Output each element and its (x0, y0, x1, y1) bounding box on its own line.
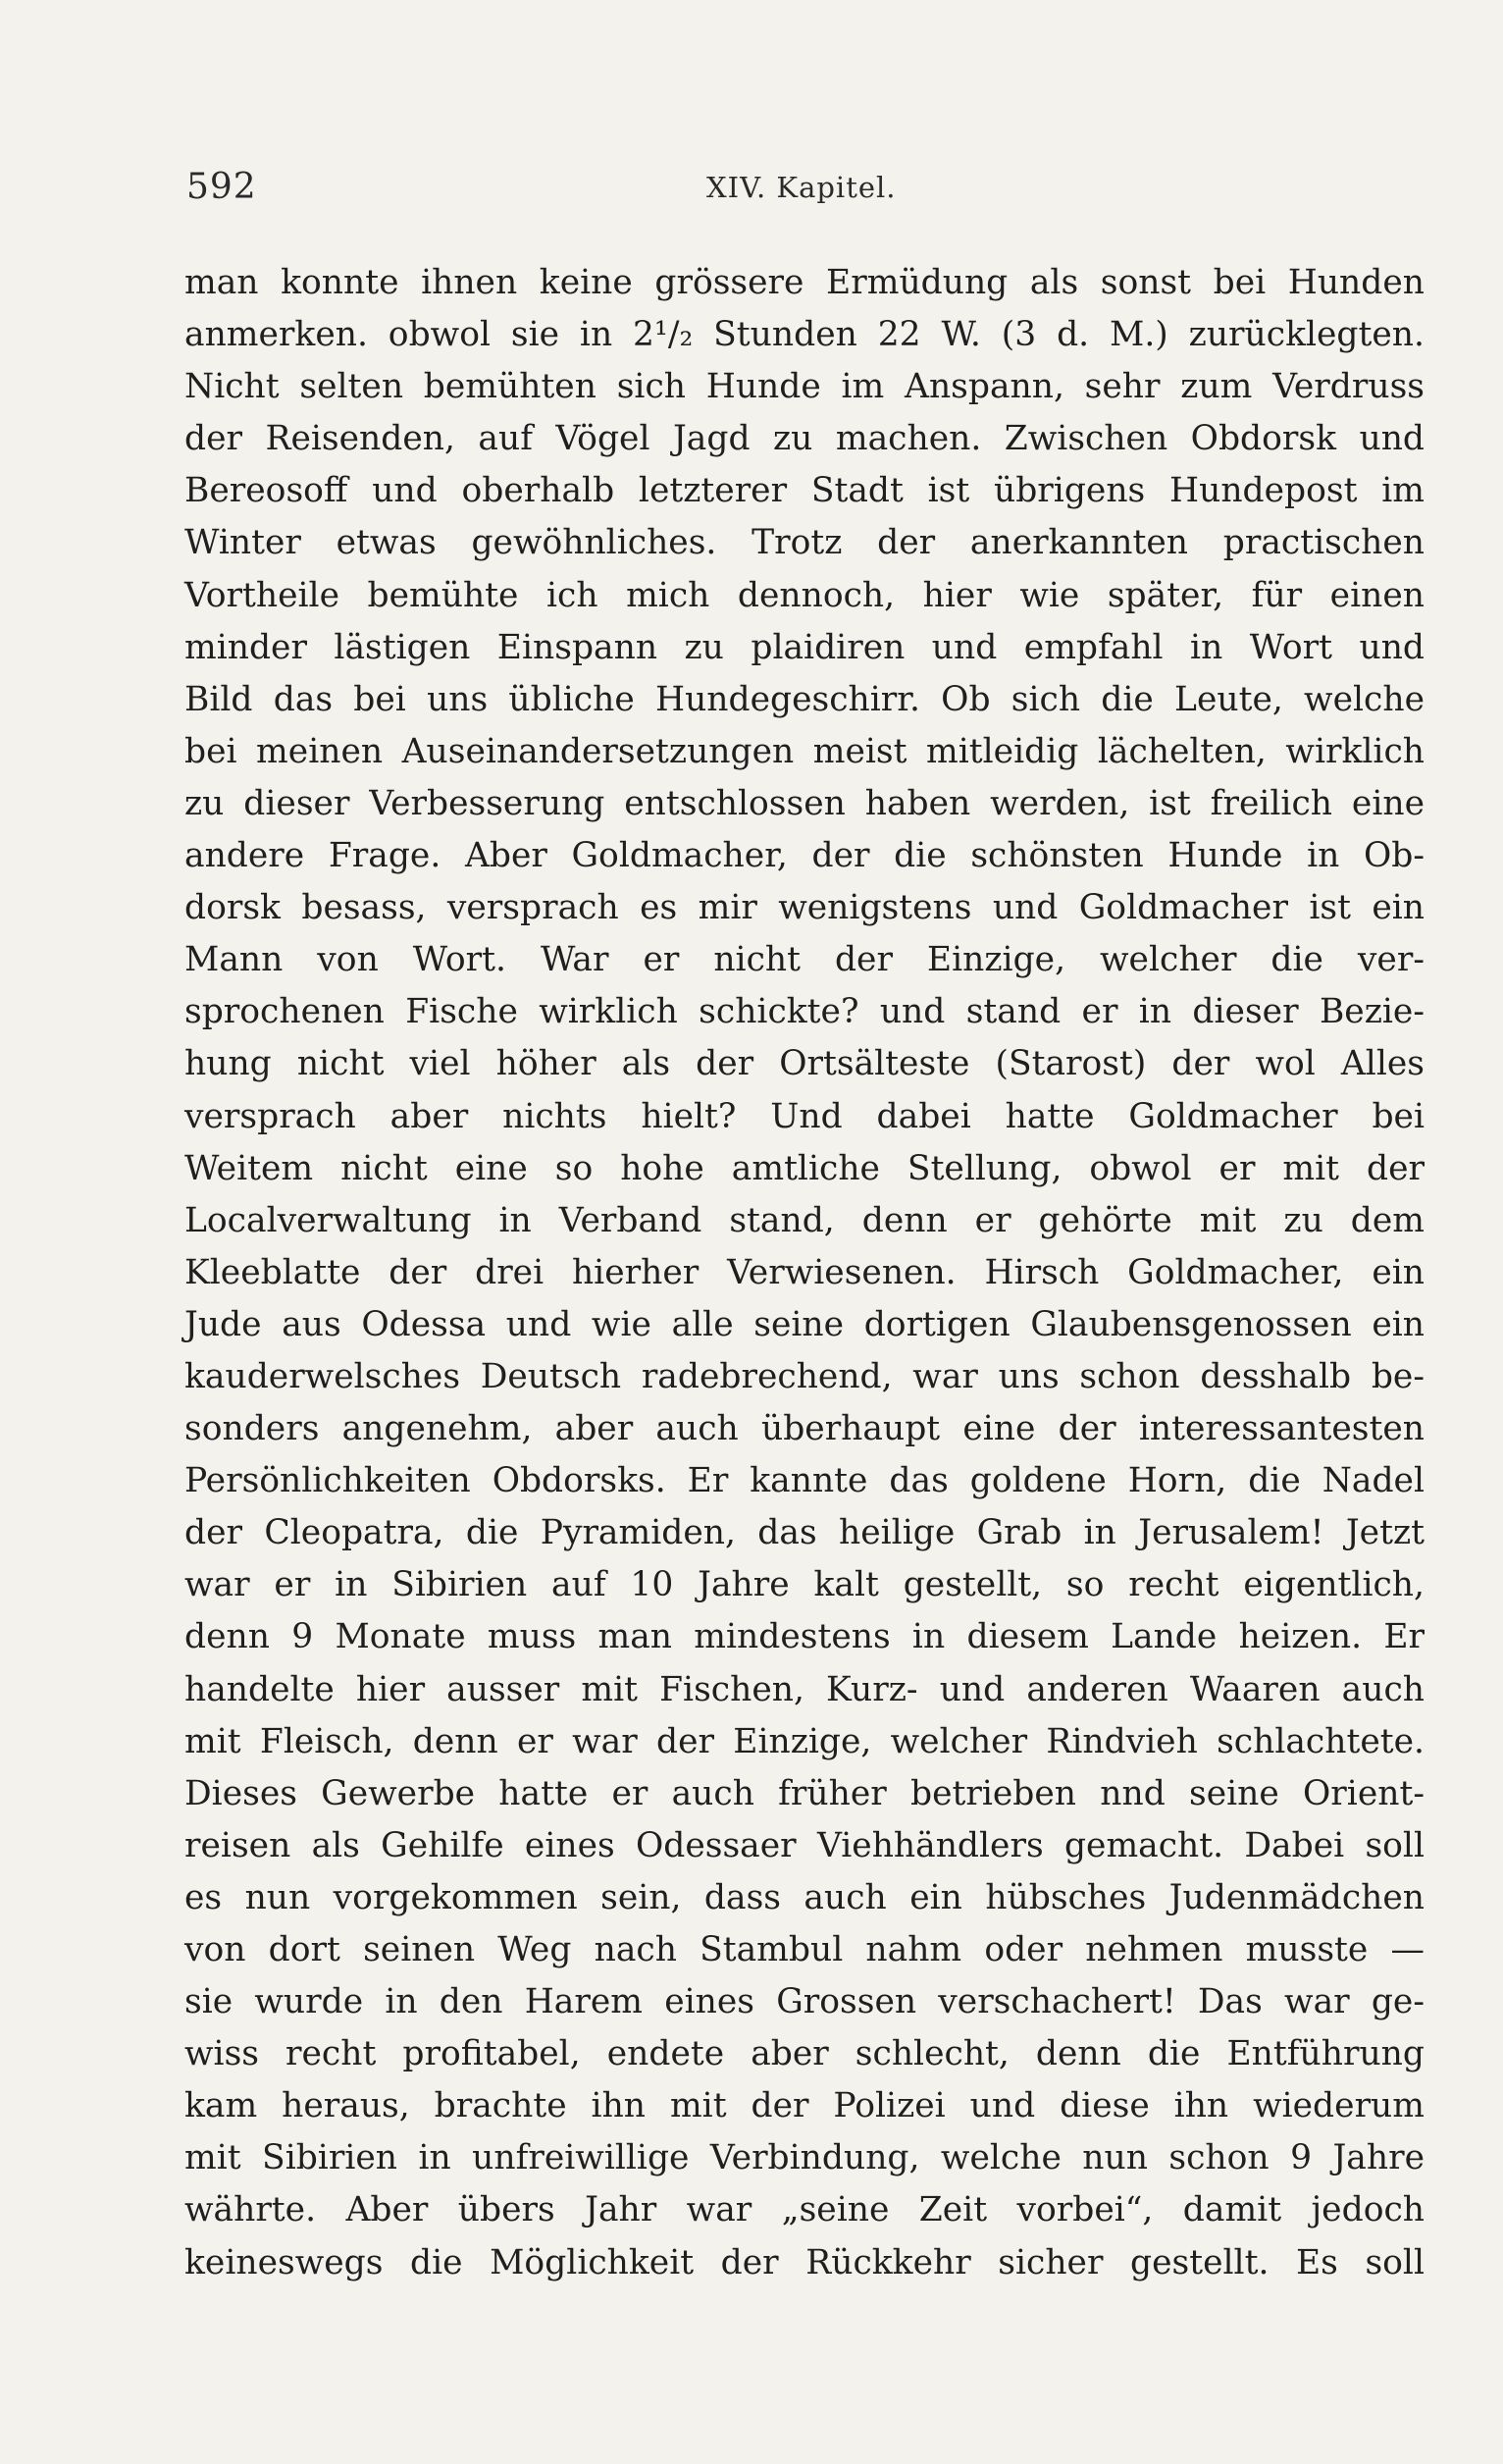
text-line: anmerken. obwol sie in 2¹/₂ Stunden 22 W. (3 d. M.) zurücklegten. (184, 315, 1425, 355)
text-line: keineswegs die Möglichkeit der Rückkehr sicher gestellt. Es soll (184, 2242, 1425, 2282)
text-line: Nicht selten bemühten sich Hunde im Anspann, sehr zum Verdruss (184, 367, 1425, 407)
text-line: mit Sibirien in unfreiwillige Verbindung, welche nun schon 9 Jahre (184, 2138, 1425, 2178)
text-line: mit Fleisch, denn er war der Einzige, welcher Rindvieh schlachtete. (184, 1721, 1425, 1761)
text-line: Weitem nicht eine so hohe amtliche Stellung, obwol er mit der (184, 1148, 1425, 1188)
text-line: von dort seinen Weg nach Stambul nahm oder nehmen musste — (184, 1930, 1425, 1969)
text-line: der Cleopatra, die Pyramiden, das heilige Grab in Jerusalem! Jetzt (184, 1513, 1425, 1553)
text-line: Persönlichkeiten Obdorsks. Er kannte das goldene Horn, die Nadel (184, 1461, 1425, 1501)
text-line: Kleeblatte der drei hierher Verwiesenen. Hirsch Goldmacher, ein (184, 1252, 1425, 1292)
text-line: kauderwelsches Deutsch radebrechend, war uns schon desshalb be- (184, 1356, 1425, 1396)
text-line: Bild das bei uns übliche Hundegeschirr. Ob sich die Leute, welche (184, 679, 1425, 719)
text-line: minder lästigen Einspann zu plaidiren und empfahl in Wort und (184, 627, 1425, 667)
text-line: kam heraus, brachte ihn mit der Polizei und diese ihn wiederum (184, 2086, 1425, 2126)
text-line: Bereosoff und oberhalb letzterer Stadt ist übrigens Hundepost im (184, 471, 1425, 511)
text-line: währte. Aber übers Jahr war „seine Zeit vorbei“, damit jedoch (184, 2190, 1425, 2230)
text-line: sonders angenehm, aber auch überhaupt eine der interessantesten (184, 1409, 1425, 1449)
text-line: dorsk besass, versprach es mir wenigstens und Goldmacher ist ein (184, 888, 1425, 928)
page-number: 592 (186, 167, 257, 207)
text-line: Localverwaltung in Verband stand, denn er gehörte mit zu dem (184, 1200, 1425, 1240)
text-line: handelte hier ausser mit Fischen, Kurz- und anderen Waaren auch (184, 1669, 1425, 1709)
text-line: Winter etwas gewöhnliches. Trotz der anerkannten practischen (184, 523, 1425, 563)
text-line: Vortheile bemühte ich mich dennoch, hier wie später, für einen (184, 575, 1425, 615)
text-line: bei meinen Auseinandersetzungen meist mitleidig lächelten, wirklich (184, 731, 1425, 771)
text-line: hung nicht viel höher als der Ortsälteste (Starost) der wol Alles (184, 1044, 1425, 1084)
running-head (186, 167, 1425, 216)
text-line: Dieses Gewerbe hatte er auch früher betrieben nnd seine Orient- (184, 1773, 1425, 1813)
text-line: reisen als Gehilfe eines Odessaer Viehhändlers gemacht. Dabei soll (184, 1825, 1425, 1865)
text-line: sie wurde in den Harem eines Grossen verschachert! Das war ge- (184, 1982, 1425, 2022)
chapter-title: XIV. Kapitel. (706, 171, 897, 204)
text-line: wiss recht profitabel, endete aber schlecht, denn die Entführung (184, 2034, 1425, 2074)
text-line: war er in Sibirien auf 10 Jahre kalt gestellt, so recht eigentlich, (184, 1565, 1425, 1605)
text-line: zu dieser Verbesserung entschlossen haben werden, ist freilich eine (184, 783, 1425, 823)
text-line: andere Frage. Aber Goldmacher, der die schönsten Hunde in Ob- (184, 836, 1425, 876)
body-text (184, 257, 1425, 2289)
text-line: man konnte ihnen keine grössere Ermüdung als sonst bei Hunden (184, 263, 1425, 302)
text-line: Jude aus Odessa und wie alle seine dortigen Glaubensgenossen ein (184, 1304, 1425, 1344)
text-line: Mann von Wort. War er nicht der Einzige, welcher die ver- (184, 940, 1425, 980)
text-line: sprochenen Fische wirklich schickte? und stand er in dieser Bezie- (184, 992, 1425, 1032)
text-line: denn 9 Monate muss man mindestens in diesem Lande heizen. Er (184, 1617, 1425, 1657)
text-line: es nun vorgekommen sein, dass auch ein hübsches Judenmädchen (184, 1877, 1425, 1917)
text-line: versprach aber nichts hielt? Und dabei hatte Goldmacher bei (184, 1096, 1425, 1136)
text-line: der Reisenden, auf Vögel Jagd zu machen. Zwischen Obdorsk und (184, 419, 1425, 459)
